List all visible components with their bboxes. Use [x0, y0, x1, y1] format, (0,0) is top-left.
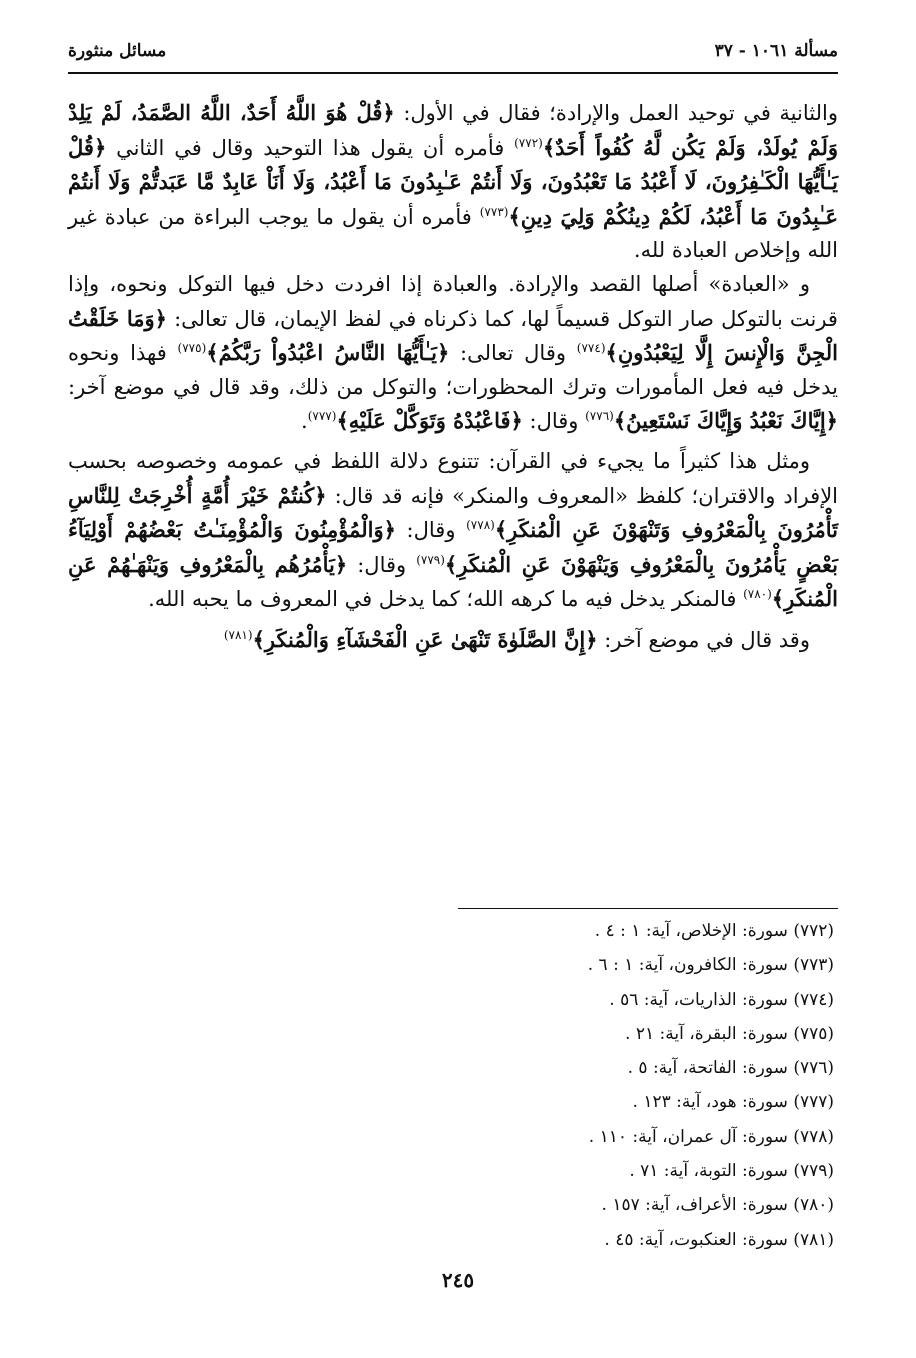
- paragraph-text: فالمنكر يدخل فيه ما كرهه الله؛ كما يدخل في المعروف ما يحبه الله.: [148, 587, 737, 612]
- quran-verse: ﴿وَمَا خَلَقْتُ الْجِنَّ وَالْإِنسَ إِلَّا لِيَعْبُدُونِ﴾: [68, 305, 838, 366]
- header-divider: [68, 72, 838, 74]
- footnote-item: (٧٧٩) سورة: التوبة، آية: ٧١ .: [629, 1161, 834, 1182]
- main-text: [68, 96, 838, 658]
- quran-verse: ﴿يَـٰأَيُّهَا النَّاسُ اعْبُدُواْ رَبَّكُمُ﴾: [206, 340, 450, 366]
- header-issue-number: مسألة ١٠٦١ - ٣٧: [714, 41, 838, 61]
- header-section-title: مسائل منثورة: [68, 41, 167, 61]
- footnote-item: (٧٧٤) سورة: الذاريات، آية: ٥٦ .: [609, 989, 834, 1010]
- footnote-ref: (٧٧٤): [576, 341, 606, 356]
- paragraph-text: فأمره أن يقول ما يوجب البراءة من عبادة غير الله وإخلاص العبادة لله.: [68, 204, 838, 263]
- footnote-ref: (٧٧٢): [514, 135, 543, 150]
- quran-verse: ﴿قُلْ يَـٰأَيُّهَا الْكَـٰفِرُونَ، لَا أَعْبُدُ مَا تَعْبُدُونَ، وَلَا أَنتُمْ عَـٰبِدُونَ مَا أَعْبُدُ، وَلَا أَنَاْ عَابِدٌ مَّا عَبَدتُّمْ وَلَا أَنتُمْ عَـٰبِدُونَ مَا أَعْبُدُ، لَكُمْ دِينُكُمْ وَلِيَ دِينِ﴾: [68, 134, 838, 229]
- footnote-divider: [458, 908, 838, 909]
- quran-verse: ﴿قُلْ هُوَ اللَّهُ أَحَدٌ، اللَّهُ الصَّمَدُ، لَمْ يَلِدْ وَلَمْ يُولَدْ، وَلَمْ يَكُن لَّهُ كُفُواً أَحَدٌ﴾: [68, 100, 838, 160]
- footnote-ref: (٧٧٦): [585, 409, 614, 424]
- paragraph-text: .: [301, 409, 308, 434]
- paragraph-text: وقال:: [529, 409, 579, 434]
- paragraph-text: والثانية في توحيد العمل والإرادة؛ فقال في الأول:: [403, 101, 838, 125]
- footnote-ref: (٧٨٠): [743, 587, 772, 602]
- footnote-ref: (٧٧٣): [479, 204, 509, 219]
- footnote-item: (٧٨٠) سورة: الأعراف، آية: ١٥٧ .: [601, 1195, 834, 1216]
- quran-verse: ﴿كُنتُمْ خَيْرَ أُمَّةٍ أُخْرِجَتْ لِلنَّاسِ تَأْمُرُونَ بِالْمَعْرُوفِ وَتَنْهَوْنَ عَنِ الْمُنكَرِ﴾: [68, 482, 838, 543]
- paragraph-text: وقال:: [406, 518, 456, 543]
- footnote-item: (٧٧٧) سورة: هود، آية: ١٢٣ .: [632, 1092, 834, 1113]
- footnote-item: (٧٧٣) سورة: الكافرون، آية: ١ : ٦ .: [587, 955, 834, 976]
- footnotes-list: [68, 914, 838, 1257]
- paragraph-text: وقال:: [357, 552, 407, 577]
- paragraph-text: وقال تعالى:: [460, 341, 567, 366]
- paragraph-2: [68, 268, 838, 439]
- quran-verse: ﴿وَالْمُؤْمِنُونَ وَالْمُؤْمِنَـٰتُ بَعْضُهُمْ أَوْلِيَآءُ بَعْضٍ يَأْمُرُونَ بِالْمَعْرُوفِ وَيَنْهَوْنَ عَنِ الْمُنكَرِ﴾: [68, 517, 839, 577]
- paragraph-text: فأمره أن يقول هذا التوحيد وقال في الثاني: [116, 135, 505, 160]
- quran-verse: ﴿فَاعْبُدْهُ وَتَوَكَّلْ عَلَيْهِ﴾: [336, 408, 523, 434]
- footnote-ref: (٧٧٨): [466, 518, 495, 533]
- paragraph-1: [68, 96, 838, 268]
- page-number: ٢٤٥: [441, 1268, 475, 1292]
- paragraph-text: وقد قال في موضع آخر:: [604, 627, 810, 652]
- quran-verse: ﴿يَأْمُرُهُم بِالْمَعْرُوفِ وَيَنْهَـٰهُمْ عَنِ الْمُنكَرِ﴾: [68, 551, 838, 612]
- footnote-ref: (٧٨١): [223, 627, 253, 642]
- footnote-item: (٧٧٨) سورة: آل عمران، آية: ١١٠ .: [588, 1126, 834, 1147]
- quran-verse: ﴿إِيَّاكَ نَعْبُدُ وَإِيَّاكَ نَسْتَعِينُ﴾: [613, 408, 838, 434]
- footnote-ref: (٧٧٩): [416, 552, 445, 567]
- paragraph-text: فهذا ونحوه يدخل فيه فعل المأمورات وترك المحظورات؛ والتوكل من ذلك، وقد قال في موضع آخر:: [68, 341, 838, 399]
- paragraph-3: [68, 445, 838, 617]
- footnote-item: (٧٧٢) سورة: الإخلاص، آية: ١ : ٤ .: [594, 921, 834, 941]
- footnote-ref: (٧٧٥): [177, 341, 207, 356]
- paragraph-4: [68, 623, 838, 658]
- footnote-item: (٧٧٥) سورة: البقرة، آية: ٢١ .: [625, 1023, 834, 1044]
- footnote-ref: (٧٧٧): [307, 409, 337, 424]
- footnote-item: (٧٧٦) سورة: الفاتحة، آية: ٥ .: [627, 1058, 834, 1079]
- footnote-item: (٧٨١) سورة: العنكبوت، آية: ٤٥ .: [604, 1229, 834, 1250]
- running-header: [68, 36, 838, 66]
- quran-verse: ﴿إِنَّ الصَّلَوٰةَ تَنْهَىٰ عَنِ الْفَحْشَآءِ وَالْمُنكَرِ﴾: [252, 626, 598, 652]
- paragraph-text: و «العبادة» أصلها القصد والإرادة. والعبادة إذا افردت دخل فيها التوكل ونحوه، وإذا قرنت بالتوكل صار التوكل قسيماً لها، كما ذكرناه في لفظ الإيمان، قال تعالى:: [68, 271, 838, 331]
- paragraph-text: ومثل هذا كثيراً ما يجيء في القرآن: تتنوع دلالة اللفظ في عمومه وخصوصه بحسب الإفراد والاقتران؛ كلفظ «المعروف والمنكر» فإنه قد قال:: [68, 448, 839, 508]
